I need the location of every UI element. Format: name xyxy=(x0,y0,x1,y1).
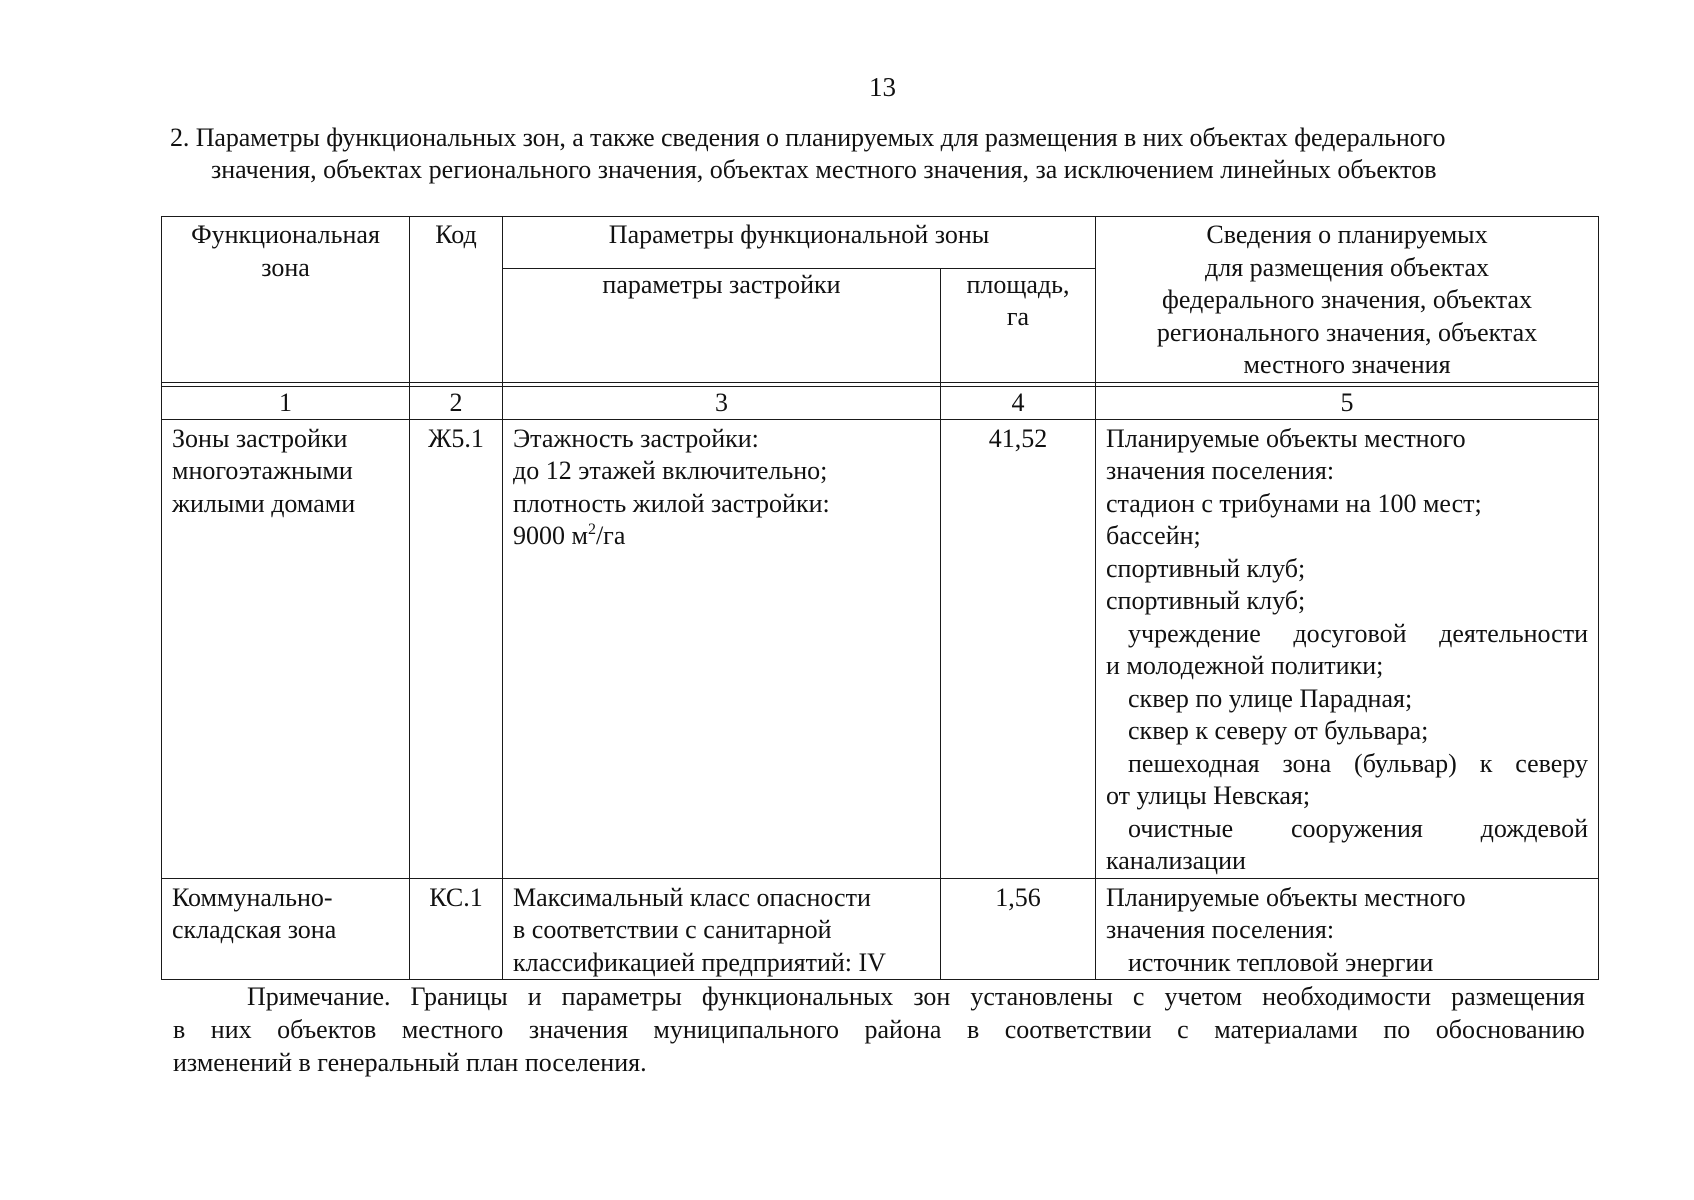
planned-objects-line: значения поселения: xyxy=(1106,456,1335,485)
word: необходимости xyxy=(1262,982,1432,1011)
word: к xyxy=(1479,748,1493,778)
header-params-group xyxy=(503,217,1096,269)
word: досуговой xyxy=(1293,618,1407,648)
word: с xyxy=(1132,982,1145,1011)
note-line-3: изменений в генеральный план поселения. xyxy=(173,1048,647,1077)
build-params-cell xyxy=(503,878,941,980)
word: значения xyxy=(528,1015,628,1044)
zone-name-line: складская зона xyxy=(172,915,337,944)
planned-objects-line: стадион с трибунами на 100 мест; xyxy=(1106,488,1482,518)
planned-objects-line: спортивный клуб; xyxy=(1106,553,1306,583)
build-params-line: до 12 этажей включительно; xyxy=(513,456,828,485)
header-code xyxy=(410,217,503,383)
header-info-line: для размещения объектах xyxy=(1205,252,1490,282)
planned-objects-line: спортивный клуб; xyxy=(1106,586,1306,615)
functional-zones-table xyxy=(161,216,1599,980)
planned-objects-line: и молодежной политики; xyxy=(1106,651,1384,680)
word: (бульвар) xyxy=(1354,748,1457,778)
word: пешеходная xyxy=(1128,748,1260,778)
word: зона xyxy=(1282,748,1332,778)
area-value: 41,52 xyxy=(988,423,1048,453)
table-header-row xyxy=(162,217,1599,269)
area-value: 1,56 xyxy=(995,882,1041,912)
header-area-line: площадь, xyxy=(966,269,1070,299)
planned-objects-line: канализации xyxy=(1106,846,1246,875)
table-row xyxy=(162,419,1599,878)
word: учетом xyxy=(1164,982,1243,1011)
planned-objects-line: от улицы Невская; xyxy=(1106,781,1311,810)
header-build-params xyxy=(503,268,941,382)
column-number: 1 xyxy=(162,386,410,419)
word: Примечание. xyxy=(247,982,391,1011)
zone-code: Ж5.1 xyxy=(428,423,484,453)
zone-code: КС.1 xyxy=(429,882,483,912)
planned-objects-line: значения поселения: xyxy=(1106,915,1335,944)
header-area-line: га xyxy=(1006,302,1030,331)
word: в xyxy=(966,1015,980,1044)
planned-objects-cell xyxy=(1096,419,1599,878)
planned-objects-line: источник тепловой энергии xyxy=(1128,947,1434,977)
area-cell xyxy=(941,878,1096,980)
heading-line-2: значения, объектах регионального значения, объектах местного значения, за исключением линейных объектов xyxy=(211,155,1437,184)
word: сооружения xyxy=(1291,813,1423,843)
build-params-line: в соответствии с санитарной xyxy=(513,915,832,944)
header-info-line: местного значения xyxy=(1243,350,1451,379)
header-area xyxy=(941,268,1096,382)
zone-code-cell xyxy=(410,419,503,878)
header-info xyxy=(1096,217,1599,383)
word: обоснованию xyxy=(1435,1015,1585,1044)
zone-name-line: жилыми домами xyxy=(172,488,356,518)
build-params-line: Максимальный класс опасности xyxy=(513,882,871,912)
build-params-cell xyxy=(503,419,941,878)
planned-objects-line: Планируемые объекты местного xyxy=(1106,423,1466,453)
word: местного xyxy=(401,1015,504,1044)
column-number-row xyxy=(162,386,1599,419)
planned-objects-line: бассейн; xyxy=(1106,521,1201,550)
word: функциональных xyxy=(701,982,894,1011)
header-info-line: регионального значения, объектах xyxy=(1156,317,1538,347)
table-note xyxy=(173,980,1585,1079)
zone-name-cell xyxy=(162,878,410,980)
word: деятельности xyxy=(1439,618,1588,648)
column-number: 4 xyxy=(941,386,1096,419)
word: и xyxy=(527,982,542,1011)
column-number: 3 xyxy=(503,386,941,419)
word: в xyxy=(173,1015,186,1044)
planned-objects-cell xyxy=(1096,878,1599,980)
word: материалами xyxy=(1214,1015,1358,1044)
word: объектов xyxy=(277,1015,377,1044)
build-params-line: классификацией предприятий: IV xyxy=(513,947,886,977)
build-params-line: плотность жилой застройки: xyxy=(513,488,830,518)
word: учреждение xyxy=(1128,618,1261,648)
header-info-line: Сведения о планируемых xyxy=(1206,220,1488,249)
word: очистные xyxy=(1128,813,1234,843)
column-number: 5 xyxy=(1096,386,1599,419)
word: параметры xyxy=(561,982,682,1011)
density-value: 9000 м xyxy=(513,521,588,550)
word: по xyxy=(1383,1015,1411,1044)
heading-line-1: 2. Параметры функциональных зон, а также сведения о планируемых для размещения в них объектах федерального xyxy=(170,123,1446,152)
density-unit: /га xyxy=(595,521,626,550)
word: размещения xyxy=(1451,982,1585,1011)
word: соответствии xyxy=(1004,1015,1152,1044)
header-code-label: Код xyxy=(435,220,477,249)
word: северу xyxy=(1515,748,1588,778)
zone-name-line: многоэтажными xyxy=(172,456,353,485)
zone-name-line: Коммунально- xyxy=(172,882,333,912)
section-heading xyxy=(170,122,1600,186)
word: установлены xyxy=(970,982,1113,1011)
note-line-2 xyxy=(173,1013,1585,1046)
header-info-line: федерального значения, объектах xyxy=(1162,285,1533,314)
planned-objects-line xyxy=(1106,618,1588,651)
header-params-group-label: Параметры функциональной зоны xyxy=(608,220,990,249)
header-zone-line: зона xyxy=(261,252,310,282)
planned-objects-line xyxy=(1106,813,1588,846)
word: Границы xyxy=(410,982,508,1011)
planned-objects-line: сквер по улице Парадная; xyxy=(1128,683,1413,713)
zone-name-line: Зоны застройки xyxy=(172,423,348,453)
zone-code-cell xyxy=(410,878,503,980)
word: них xyxy=(210,1015,252,1044)
word: зон xyxy=(913,982,951,1011)
header-build-params-label: параметры застройки xyxy=(602,269,841,299)
planned-objects-line: Планируемые объекты местного xyxy=(1106,882,1466,912)
header-zone xyxy=(162,217,410,383)
word: с xyxy=(1177,1015,1189,1044)
build-params-line xyxy=(513,520,930,553)
word: муниципального xyxy=(653,1015,839,1044)
zone-name-cell xyxy=(162,419,410,878)
area-cell xyxy=(941,419,1096,878)
density-exponent: 2 xyxy=(587,521,596,538)
planned-objects-line: сквер к северу от бульвара; xyxy=(1128,716,1429,745)
page-number: 13 xyxy=(869,72,896,102)
column-number: 2 xyxy=(410,386,503,419)
build-params-line: Этажность застройки: xyxy=(513,423,759,453)
note-line-1 xyxy=(173,980,1585,1013)
table-row xyxy=(162,878,1599,980)
word: района xyxy=(864,1015,942,1044)
planned-objects-line xyxy=(1106,748,1588,781)
word: дождевой xyxy=(1480,813,1588,843)
header-zone-line: Функциональная xyxy=(191,220,380,249)
